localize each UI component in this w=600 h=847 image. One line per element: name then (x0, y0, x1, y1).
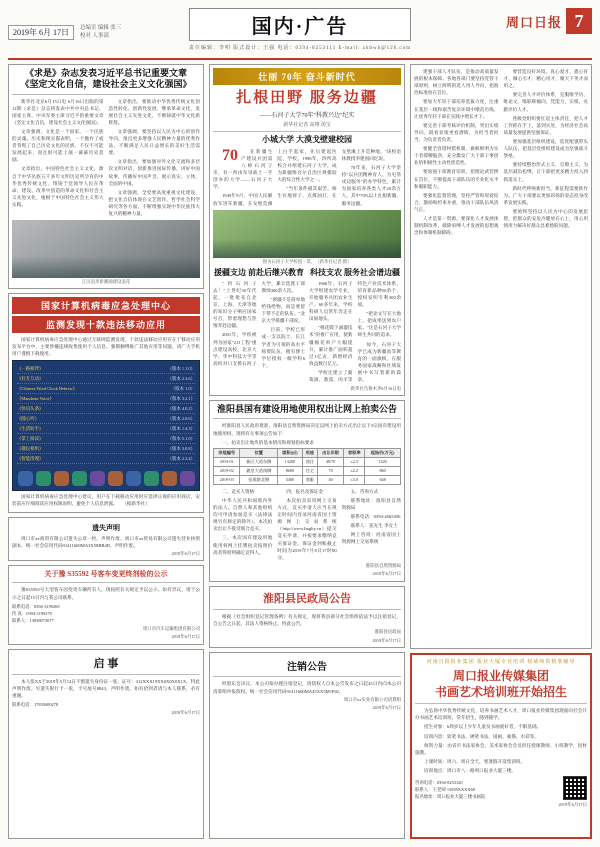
auction-contact-person: 联系人：张先生 李女士 (350, 523, 398, 529)
article-qiushi-p6: 文章强调，全党要高度重视文化建设，把文化自信体现在文艺创作、哲学社会科学研究等各方面，不断增强实现中华民族伟大复兴的精神力量。 (108, 189, 200, 217)
table-header-row (214, 448, 401, 457)
civil-affairs-signer: 淮阳县民政局 (374, 629, 401, 635)
commentary-p14: 要始终坚持以人民为中心的发展思想，把群众的安危冷暖放在心上，用心用情用力解决好群众急难愁盼问题。 (503, 208, 588, 229)
s2l-p2: 2001年，学校被列为国家"211工程"重点建设高校，北京大学、华中科技大学等高校对口支援石河子大学，累计选派干部教师300余人次。 (213, 280, 305, 366)
ad-p4: 师资力量：由省市书法家协会、美术家协会会员担任授课教师，小班教学，因材施教。 (415, 742, 587, 755)
commentary-p2: 要加大年轻干部培养选拔力度，注重在基层一线和艰苦复杂环境中墩苗历练，让优秀年轻干部在实践中增长才干。 (414, 99, 499, 119)
commentary-p4: 要健全容错纠错机制，旗帜鲜明为实干者撑腰鼓劲，充分激发广大干部干事创业的积极性主动性创造性。 (414, 146, 499, 166)
list-item (17, 364, 195, 374)
column-left (8, 64, 204, 839)
commentary-p13: 新时代呼唤新担当，新征程需要新作为。广大干部要以更加昂扬的姿态投身改革发展实践。 (503, 185, 588, 205)
app-name: 《掌上阅读》 (17, 435, 44, 441)
s2r-p1: 1960年，石河子大学组建农学专业，开始服务兵团农业生产。60多年来，学校科研人员常年奔走在田间地头。 (309, 280, 353, 322)
divider (213, 609, 401, 610)
divider (213, 418, 401, 419)
article-qiushi-photo (12, 220, 200, 278)
cancel-title: 注销公告 (287, 662, 327, 674)
app-version: （版本 2.2.4） (167, 456, 195, 461)
article-virus-center (8, 293, 204, 513)
bus-notice-phone: 联系电话：0394-3199269 (12, 603, 60, 609)
feature-s1-p4: 70年来，石河子大学坚持"以兵团精神育人、为屯垦戍边服务"的办学特色，累计为国家培养各类人才20余万人，其中70%以上扎根新疆、服务边疆。 (341, 164, 401, 206)
page-number-badge: 7 (566, 8, 592, 34)
paper-name: 周口日报 (505, 14, 562, 30)
qishi-title: 启 事 (93, 658, 119, 671)
article-qiushi-photo-caption: 江汉浪奔新潮涌建设浪花 (81, 279, 131, 285)
list-item (17, 444, 195, 454)
app-name: 《快讯头条》 (17, 405, 44, 411)
ad-body (415, 707, 587, 774)
app-name: 《Chinese Word Clock Hebrew》 (17, 385, 78, 391)
cancel-date: 2019年6月17日 (372, 705, 401, 711)
app-version: （版本 1.4.3） (167, 425, 195, 431)
bus-notice-contact (12, 603, 200, 624)
feature-headline: 扎根田野 服务边疆 (236, 90, 378, 106)
bus-notice-fax: 传 真：0394-3199270 (12, 610, 52, 616)
feature-photo-caption: 图为石河子大学校园一景。 （新华社记者 摄） (262, 258, 352, 264)
anniversary-banner: 壮丽 70年 奋斗新时代 (213, 68, 401, 85)
app-name: 《生活助手》 (17, 425, 44, 431)
app-icon (36, 471, 51, 486)
page-body (8, 64, 592, 839)
article-qiushi-p3: 文章指出，要推动中华优秀传统文化创造性转化、创新性发展，继承革命文化，发展社会主义先进文化，不断铸就中华文化新辉煌。 (108, 98, 200, 125)
th-parcel-id: 宗地编号 (214, 448, 240, 457)
cell-price: 1320 (365, 457, 401, 466)
table-row (214, 457, 401, 466)
feature-s1-p3: "当年条件极其艰苦，师生住地窝子、点煤油灯，在戈壁滩上开荒种地。"该校退休教授李建国回忆说。 (277, 148, 401, 199)
cell-area: 5400 (278, 475, 303, 484)
app-name: 《好友互动》 (17, 375, 44, 381)
feature-section2-left (213, 268, 305, 385)
feature-section2-left-body (213, 280, 305, 369)
ad-p6: 培训地点：周口市八一路周口报业大厦三楼。 (424, 767, 516, 773)
th-term: 出让年限 (317, 448, 343, 457)
ad-title-line1: 周口报业传媒集团 (452, 669, 549, 683)
notice-bus-change (8, 565, 204, 645)
masthead-meta (80, 24, 121, 41)
auction-sec5-title: 五、咨询方式 (350, 488, 379, 494)
lost-statement-date: 2019年6月17日 (171, 551, 200, 557)
cell-use: 住宅 (302, 466, 317, 475)
ad-title-line2: 书画艺术培训班开始招生 (434, 684, 567, 699)
ad-p5: 上课时间：周六、周日全天，寒暑假开设集训班。 (424, 758, 526, 764)
app-icon (108, 471, 123, 486)
table-row (214, 475, 401, 484)
virus-title-2: 监测发现十款违法移动应用 (12, 316, 200, 333)
article-qiushi-title-2: 《坚定文化自信，建设社会主义文化强国》 (20, 79, 192, 90)
cancel-text: 经股东会决议，本公司拟办理注销登记，请债权人自本公告发布之日起45日内向本公司清算组申报债权。统一社会信用代码91411600MA45XX5M1P0J。 (213, 681, 401, 694)
auction-address: 联系地址：淮阳县自然资源局 (341, 497, 401, 510)
list-item (17, 394, 195, 404)
ad-media-training[interactable] (410, 653, 592, 839)
app-version: （版本 1.0） (170, 385, 195, 391)
bus-notice-text: 豫S35592号大型客车因变更车辆所有人，现按照有关规定予以公示。如有异议，请于公示之日起15日内与我公司联系。 (12, 587, 200, 600)
commentary-p3: 要完善干部考核评价机制，突出实绩导向，既看显绩更看潜绩，为担当者担当、为负责者负责。 (414, 122, 499, 142)
cell-parcel-id: 2019-01 (214, 457, 240, 466)
feature-section1-title: 小城大学 大漠戈壁建校园 (262, 134, 352, 144)
auction-signer: 淮阳县自然资源局 (365, 562, 401, 568)
divider (415, 703, 587, 704)
bus-notice-mobile: 联系人：13838073077 (12, 617, 54, 623)
qishi-body (12, 678, 200, 699)
auction-sec3-title: 三、本次国有建设用地使用权网上挂牌拍卖按照价高者得原则确定竞得人。 (213, 535, 273, 555)
divider (213, 676, 401, 677)
virus-intro-text: 国家计算机病毒应急处理中心通过互联网监测发现，十款违法移动应用存在于移动应用发布平台中，主要涉嫌违规收集使用个人信息、强制捆绑推广其他应用等问题，请广大手机用户谨慎下载使用。 (12, 337, 200, 357)
masthead-center (189, 8, 411, 51)
auction-sec1-title: 一、拍卖出让地块的基本情况和规划指标要求 (222, 439, 314, 445)
article-qiushi (8, 64, 204, 289)
list-item (17, 434, 195, 444)
article-qiushi-p4: 文章强调，要坚持以人民为中心的创作导向，推出更多增强人民精神力量的优秀作品，不断满足人民日益增长的美好生活需要。 (108, 128, 200, 156)
app-name: 《Mandarin Voice》 (17, 395, 54, 401)
cell-price: 648 (365, 475, 401, 484)
list-item (17, 414, 195, 424)
virus-app-list (12, 360, 200, 491)
app-icon-grid (13, 467, 199, 490)
feature-section2-left-title: 援疆支边 前赴后继兴教育 (214, 267, 304, 277)
commentary-body (414, 68, 588, 236)
app-version: （版本 3.0.8） (167, 445, 195, 451)
app-version: （版本 2.0.6） (167, 415, 195, 421)
cell-far: ≤2.2 (344, 466, 365, 475)
s2l-p1: "到石河子去！"上世纪50年代起，一批批来自北京、上海、天津等地的知识分子响应国家号召，带着理想与热情奔赴边疆。 (213, 280, 257, 329)
lost-statement-text: 周口市xx商贸有限公司遗失公章一枚，声明作废。周口市xx贸易有限公司遗失营业执照副本，统一社会信用代码91411600MA3X58BB4D，声明作废。 (12, 536, 200, 549)
app-name: 《随心听》 (17, 415, 39, 421)
divider (12, 582, 200, 583)
divider (213, 131, 401, 132)
ad-p2: 招生对象：6周岁以上少年儿童及书画爱好者，不限基础。 (424, 724, 542, 730)
anniversary-number: 70 (222, 146, 238, 164)
lost-statement-body (12, 535, 200, 549)
auction-intro (213, 422, 401, 445)
app-icon (144, 471, 159, 486)
civil-affairs-text: 根据《社会组织登记管理条例》有关规定，现将我县部分社会组织依法予以注销登记，自公告之日起，其法人资格终止。特此公告。 (213, 614, 401, 627)
s2r-p2: "棉花膜下滴灌技术"的推广应用，使新疆棉花单产大幅提升，累计推广面积超过1亿亩，新增经济效益数百亿元。 (309, 325, 353, 366)
divider (12, 674, 200, 675)
cell-use: 商住 (302, 457, 317, 466)
civil-affairs-title: 淮阳县民政局公告 (263, 593, 351, 606)
s2r-p3: 学校还建立了葡萄酒、番茄、肉羊等特色产业技术体系，培育新品种50余个，授权发明专利300余项。 (309, 280, 401, 383)
cell-term: 70 (317, 466, 343, 475)
app-icon (180, 471, 195, 486)
feature-section1-body (213, 148, 401, 207)
virus-tail (12, 493, 200, 507)
auction-online: 网上咨询：河南省国土资源网上交易系统 (341, 532, 401, 545)
qishi-text: 本人张XX于2019年5月12日不慎遗失身份证一张，证号：412XXX19XX0X0X0X1X，特此声明作废。另遗失银行卡一张，卡号尾号8843，声明作废。如有拾到者请与本人联系，必有重谢。 (12, 679, 200, 699)
civil-affairs-body (213, 613, 401, 627)
civil-affairs-date: 2019年6月17日 (372, 637, 401, 643)
list-item (17, 454, 195, 464)
app-list-rows (13, 361, 199, 467)
app-version: （版本 2.3.6） (167, 375, 195, 381)
ad-contact (415, 779, 559, 800)
cell-parcel-id: 2019-02 (214, 466, 240, 475)
app-name: 《一路相伴》 (17, 365, 44, 371)
feature-section2-right-title: 科技支农 服务社会谱边疆 (310, 267, 400, 277)
virus-intro (12, 336, 200, 357)
app-name: 《智能清理》 (17, 456, 44, 461)
feature-byline: 新华社记者 高翔 汤宝 (283, 122, 331, 128)
notice-qishi (8, 649, 204, 839)
cancel-signer: 周口市xx实业有限公司清算组 (343, 696, 401, 702)
cell-use: 商服 (302, 475, 317, 484)
app-name: 《趣玩相机》 (17, 445, 44, 451)
bus-notice-body (12, 586, 200, 600)
auction-parcel-table (213, 448, 401, 485)
virus-tail-text: 国家计算机病毒应急处理中心建议，用户在下载移动应用时应选择正规的应用商店，安装前应仔细阅读应用权限说明，避免个人信息泄露。 （据新华社） (12, 494, 200, 507)
masthead-credits: 责任编辑：李明 版式设计：王强 电话：0394-8253111 E-mail: zkbwb@126.com (188, 46, 412, 51)
th-far: 容积率 (344, 448, 365, 457)
feature-subheadline: ——石河子大学70年"科教兴边"纪实 (259, 112, 355, 119)
auction-intro-text: 经淮阳县人民政府批准，淮阳县自然资源局决定以网上拍卖方式出让以下3宗国有建设用地使用权，现将有关事项公告如下： (213, 423, 401, 436)
bus-notice-title: 关于豫 S35592 号客车变更终剂检的公示 (44, 570, 168, 579)
app-icon (72, 471, 87, 486)
article-qiushi-lead: 新华社北京6月15日电 6月16日出版的第12期《求是》杂志将发表中共中央总书记、国家主席、中央军委主席习近平的重要文章《坚定文化自信，建设社会主义文化强国》。 (12, 98, 104, 125)
auction-date: 2019年6月17日 (372, 571, 401, 577)
feature-dateline: 新华社乌鲁木齐6月16日电 (350, 386, 401, 392)
article-qiushi-body (12, 98, 200, 218)
cell-term: 40 (317, 475, 343, 484)
s2r-p4: "把论文写在大地上，把成果送到农户家。"这是石河子大学师生共同的追求。 (357, 311, 401, 338)
cell-far: ≤3.0 (344, 475, 365, 484)
feature-shihezi (209, 64, 405, 396)
publication-date: 2019年 6月 17日 (8, 25, 74, 40)
column-right (410, 64, 592, 839)
notice-land-auction (209, 400, 405, 582)
ad-contact-person: 联系人：王老师 13939XXXX68 (415, 786, 475, 792)
page-title: 国内·广告 (189, 8, 411, 41)
cell-area: 13200 (278, 457, 303, 466)
auction-sec2-body: 中华人民共和国境内外的法人、自然人和其他组织均可申请参加竞买（法律法规另有规定的除外）。本次拍卖出让不接受联合竞买。 (213, 497, 273, 532)
divider (12, 94, 200, 95)
commentary-p12: 要持续整治形式主义、官僚主义，为基层减负松绑，让干部把更多精力投入到抓落实上。 (503, 162, 588, 182)
auction-title: 淮阳县国有建设用地使用权出让网上拍卖公告 (216, 404, 397, 415)
feature-photo (213, 210, 401, 258)
article-qiushi-p2: 文章指出，中国特色社会主义文化，源自于中华民族五千多年文明历史所孕育的中华优秀传统文化，熔铸于党领导人民在革命、建设、改革中创造的革命文化和社会主义先进文化，植根于中国特色社会主义伟大实践。 (12, 166, 104, 208)
app-version: （版本 5.1.0） (167, 435, 195, 441)
th-area: 面积(㎡) (278, 448, 303, 457)
auction-sec4-body: 本次拍卖采用网上交易方式，竞买申请人应当在规定时间内登录河南省国土资源网上交易系统（http://www.hnglty.cn）提交竞买申请，并按要求缴纳竞买保证金。保证金到账截止时间为2019年7月8日17时00分。 (277, 497, 337, 560)
th-use: 用途 (302, 448, 317, 457)
ad-p3: 培训内容：软笔书法、硬笔书法、国画、素描、水彩等。 (424, 733, 539, 739)
auction-sec2-title: 二、竞买人资格 (222, 488, 255, 494)
virus-title-1: 国家计算机病毒应急处理中心 (12, 297, 200, 314)
commentary-p6: 要强化监督管理，坚持严管和厚爱结合、激励和约束并重，推动干部队伍风清气正。 (414, 192, 499, 212)
app-icon (90, 471, 105, 486)
qishi-date: 2019年6月17日 (171, 710, 200, 716)
list-item (17, 424, 195, 434)
app-icon (126, 471, 141, 486)
list-item (17, 374, 195, 384)
notice-civil-affairs (209, 586, 405, 648)
masthead-right (506, 8, 592, 34)
auction-sec4-title: 四、报名及保证金 (286, 488, 324, 494)
bus-notice-signer: 周口市汽车运输集团有限公司 (142, 625, 200, 631)
ad-phone: 咨询电话：0394-8253120 (415, 779, 463, 785)
list-item (17, 384, 195, 394)
table-row (214, 466, 401, 475)
ad-date: 2019年6月17日 (558, 802, 587, 808)
feature-two-sections (213, 268, 401, 385)
s2l-p3: "援疆不是简单地给钱给物，而是要留下带不走的队伍。"北京大学援疆干部说。 (261, 296, 305, 324)
cell-far: ≤2.5 (344, 457, 365, 466)
th-location: 位置 (240, 448, 278, 457)
qishi-contact: 联系电话：17839400278 (12, 702, 59, 708)
commentary-p9: 要完善人才评价体系，克服唯学历、唯论文、唯职称倾向，凭能力、实绩、贡献评价人才。 (503, 92, 588, 112)
ad-header-line: 河南日报报业集团 报业大厦专业培训 权威师资精准辅导 (426, 660, 576, 665)
article-qiushi-title-1: 《求是》杂志发表习近平总书记重要文章 (24, 68, 187, 78)
s2l-p4: 目前，学校已形成一支以院士、长江学者为引领的高水平师资队伍，拥有博士学位授权一级学科6个。 (261, 327, 305, 368)
qr-code-icon (563, 776, 587, 800)
app-version: （版本 1.1.0） (167, 365, 195, 371)
bus-notice-date: 2019年6月17日 (171, 634, 200, 640)
commentary-p11: 要加强基层组织建设，选优配强带头人队伍，把基层党组织建设成为坚强战斗堡垒。 (503, 138, 588, 159)
lost-statement-title: 遗失声明 (92, 524, 120, 533)
commentary-article (410, 64, 592, 649)
ad-p1: 为弘扬中华优秀传统文化，培养书画艺术人才，周口报业传媒集团现面向社会开办书画艺术培训班，常年招生，随到随学。 (415, 708, 587, 721)
cell-location: 弦歌路北侧 (240, 475, 278, 484)
ad-footer (415, 776, 587, 800)
commentary-p10: 各级党组织要扛起主体责任，把人才工作抓在手上、落到实处，为经济社会高质量发展提供坚强保证。 (503, 115, 588, 135)
auction-phone: 联系电话：0394-2665456 (350, 514, 401, 520)
feature-section2-right (309, 268, 401, 385)
notice-cancellation (209, 652, 405, 839)
commentary-p7: 人才是第一资源。要深化人才发展体制机制改革，破除束缚人才发展的思想观念和体制机制障碍。 (414, 216, 499, 236)
cell-location: 羲皇大道南侧 (240, 466, 278, 475)
cell-area: 8600 (278, 466, 303, 475)
app-icon (18, 471, 33, 486)
ad-address: 报名地址：周口报业大厦三楼书画院 (415, 794, 486, 800)
notice-lost-statement (8, 517, 204, 561)
list-item (17, 404, 195, 414)
commentary-p5: 要加强干部教育培训，把理论武装摆在首位，不断提高干部队伍的专业化水平和履职能力。 (414, 169, 499, 189)
cell-parcel-id: 2019-03 (214, 475, 240, 484)
cell-price: 860 (365, 466, 401, 475)
commentary-p1: 建强干部人才队伍，是推动高质量发展的根本保障。各地各部门要坚持党管干部原则，树立鲜明的选人用人导向，把政治标准放在首位。 (414, 69, 499, 96)
commentary-p8: 要营造良好环境，真心爱才、悉心育才、倾心引才、精心用才，聚天下英才而用之。 (503, 69, 588, 89)
app-icon (162, 471, 177, 486)
article-qiushi-p5: 文章指出，要加强对外文化交流和多层次文明对话，创新推进国际传播，讲好中国故事，传播好中国声音，展示真实、立体、全面的中国。 (108, 159, 200, 186)
app-version: （版本 4.0.2） (167, 405, 195, 411)
feature-section2-right-body (309, 280, 401, 385)
masthead-meta-line1: 总编室 编辑 张三 (80, 24, 122, 31)
masthead-meta-line2: 校对 人事部 (80, 33, 109, 39)
cancel-body (213, 680, 401, 694)
s2r-p5: 如今，石河子大学已成为新疆高等教育的一面旗帜，在服务国家战略和区域发展中书写着新的篇章。 (357, 341, 401, 383)
column-middle (209, 64, 405, 839)
article-qiushi-p1: 文章强调，文化是一个国家、一个民族的灵魂。历史和现实都表明，一个抛弃了或者背叛了自己历史文化的民族，不仅不可能发展起来，而且很可能上演一幕幕历史悲剧。 (12, 128, 104, 163)
feature-s1-p1: 在新疆生产建设兵团第八师石河子市，有一所由军垦战士一手创办的大学——石河子大学。 (213, 148, 273, 190)
app-icon (54, 471, 69, 486)
app-version: （版本 3.2.1） (167, 395, 195, 401)
feature-s1-p2: 1949年9月，中国人民解放军进军新疆，在戈壁荒滩上白手起家，先后建起医院、学校。1996年，四所高校合并组建石河子大学，成为新疆维吾尔自治区规模较大的综合性大学之一。 (213, 148, 337, 206)
th-price: 起始价(万元) (365, 448, 401, 457)
cell-term: 40/70 (317, 457, 343, 466)
auction-clauses (213, 488, 401, 561)
cell-location: 新区大道东侧 (240, 457, 278, 466)
masthead (8, 6, 592, 60)
feature-badge-para (213, 148, 272, 191)
